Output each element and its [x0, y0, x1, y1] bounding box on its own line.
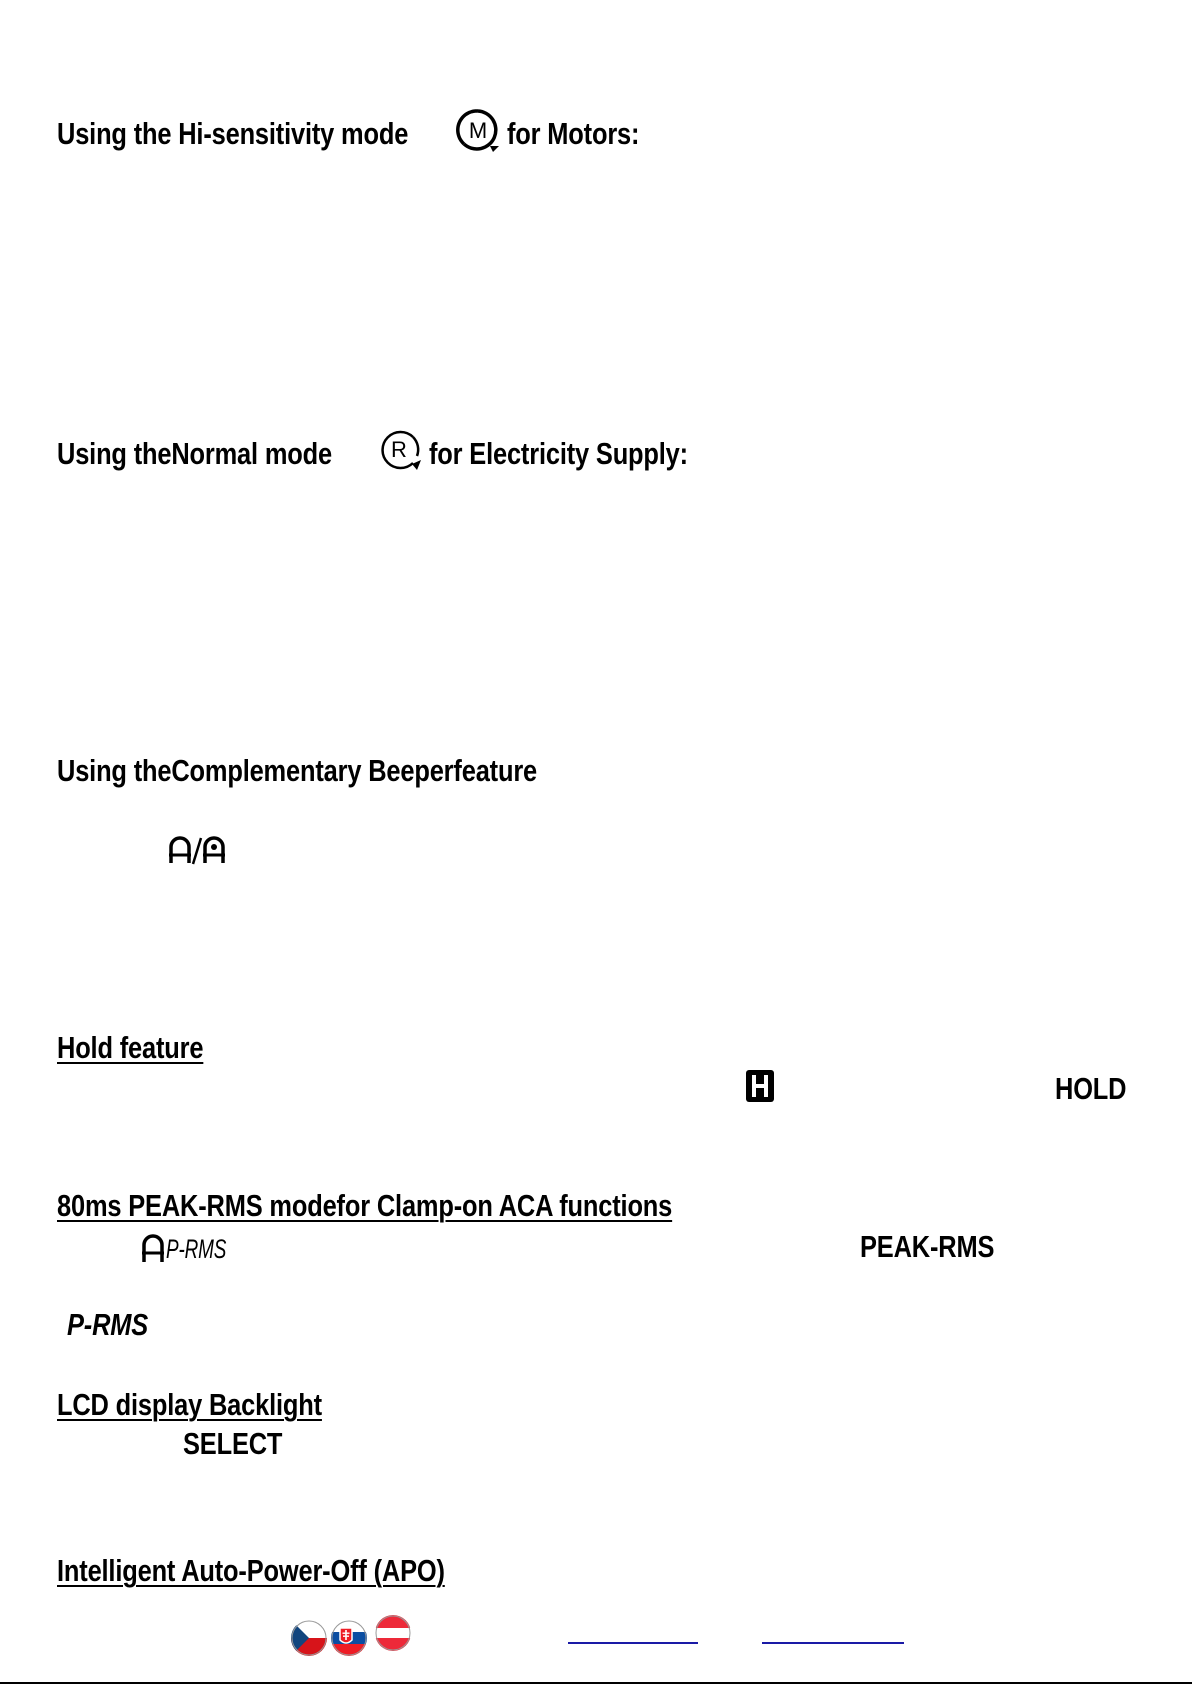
normal-mode-icon [377, 428, 423, 472]
motor-mode-icon [455, 108, 501, 152]
hold-key-label: HOLD [1055, 1071, 1127, 1106]
peak-rms-key-label: PEAK-RMS [860, 1229, 995, 1264]
select-key-label: SELECT [183, 1426, 283, 1461]
svg-text:M: M [468, 118, 488, 143]
peak-rms-indicator: P-RMS [67, 1307, 149, 1342]
footer-link-2[interactable] [762, 1642, 904, 1644]
hold-icon [745, 1069, 775, 1103]
czech-flag-icon [291, 1620, 327, 1656]
supply-heading [57, 438, 332, 469]
hold-heading: Hold feature [57, 1030, 204, 1065]
supply-heading-post: for Electricity Supply: [429, 436, 688, 471]
slovak-flag-icon [331, 1620, 367, 1656]
footer-rule [0, 1682, 1192, 1684]
clamp-ac-dc-icon [167, 833, 229, 867]
peak-rms-heading: 80ms PEAK-RMS modefor Clamp-on ACA functions [57, 1188, 673, 1223]
footer-link-1[interactable] [568, 1642, 698, 1644]
peak-rms-icon-label: P-RMS [166, 1234, 227, 1264]
motors-heading [57, 118, 408, 149]
supply-heading-pre: Using theNormal mode [57, 436, 332, 471]
beeper-heading: Using theComplementary Beeperfeature [57, 753, 538, 788]
svg-text:R: R [391, 437, 407, 462]
austrian-flag-icon [375, 1615, 411, 1651]
apo-heading: Intelligent Auto-Power-Off (APO) [57, 1553, 445, 1588]
motors-heading-pre: Using the Hi-sensitivity mode [57, 116, 409, 151]
motors-heading-post: for Motors: [507, 116, 640, 151]
clamp-icon [140, 1232, 166, 1264]
backlight-heading: LCD display Backlight [57, 1387, 322, 1422]
